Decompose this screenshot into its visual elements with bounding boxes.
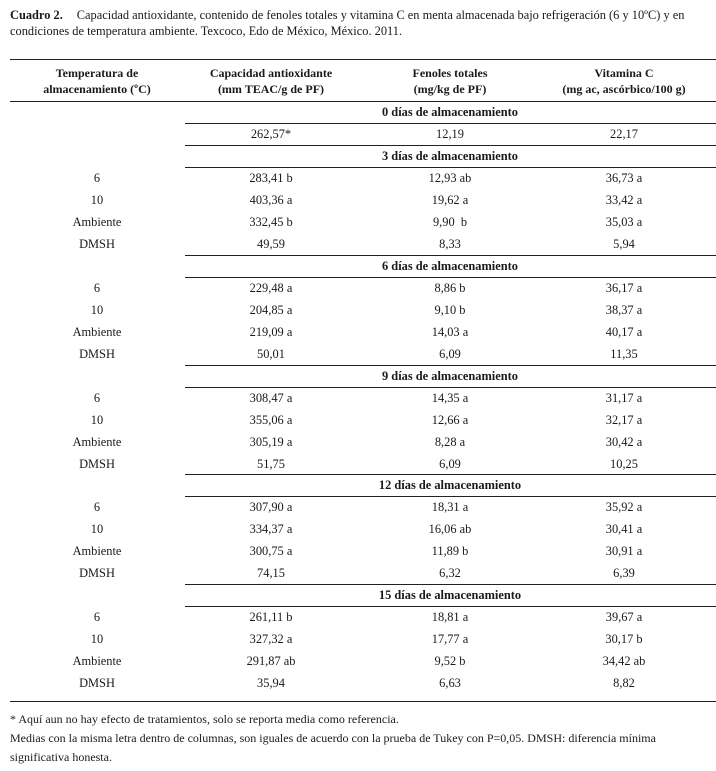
- table-cell-vit: 30,42 a: [605, 435, 643, 449]
- section-title: 0 días de almacenamiento: [382, 105, 518, 119]
- table-cell-cap: 355,06 a: [249, 413, 293, 427]
- table-cell-vit: 35,92 a: [605, 500, 643, 514]
- table-cell-temp: DMSH: [79, 566, 115, 580]
- table-cell-vit: 32,17 a: [605, 413, 643, 427]
- table-cell-cap: 307,90 a: [249, 500, 293, 514]
- table-cell-temp: 10: [90, 632, 104, 646]
- table-cell-cap: 332,45 b: [249, 215, 293, 229]
- section-divider-rule: [185, 365, 716, 366]
- section-divider-rule: [185, 584, 716, 585]
- table-notes: [10, 710, 716, 767]
- table-cell-fen: 12,19: [436, 127, 464, 141]
- header-line: Capacidad antioxidante: [209, 66, 333, 80]
- table-cell-vit: 6,39: [613, 566, 635, 580]
- caption-label: Cuadro 2.: [10, 8, 63, 22]
- table-cell-cap: 334,37 a: [249, 522, 293, 536]
- table-cell-fen: 6,63: [439, 676, 461, 690]
- section-title: 3 días de almacenamiento: [382, 149, 518, 163]
- section-title: 15 días de almacenamiento: [378, 588, 522, 602]
- section-rule: [185, 606, 716, 607]
- table-cell-fen: 18,31 a: [431, 500, 469, 514]
- table-cell-temp: Ambiente: [72, 215, 122, 229]
- section-rule: [185, 277, 716, 278]
- table-cell-cap: 327,32 a: [249, 632, 293, 646]
- table-cell-vit: 36,73 a: [605, 171, 643, 185]
- table-cell-cap: 262,57*: [250, 127, 292, 141]
- table-cell-fen: 8,86 b: [434, 281, 466, 295]
- section-title: 12 días de almacenamiento: [378, 478, 522, 492]
- table-cell-temp: 10: [90, 303, 104, 317]
- table-cell-temp: DMSH: [79, 237, 115, 251]
- table-cell-fen: 12,66 a: [431, 413, 469, 427]
- table-cell-temp: 6: [93, 500, 101, 514]
- table-cell-temp: 6: [93, 610, 101, 624]
- header-line: Vitamina C: [594, 66, 654, 80]
- table-cell-fen: 6,09: [439, 457, 461, 471]
- table-caption: [10, 7, 710, 39]
- note-asterisk: * Aquí aun no hay efecto de tratamientos, solo se reporta media como referencia.: [10, 712, 399, 726]
- section-divider-rule: [185, 145, 716, 146]
- table-cell-cap: 300,75 a: [249, 544, 293, 558]
- table-cell-vit: 38,37 a: [605, 303, 643, 317]
- table-cell-vit: 30,17 b: [605, 632, 643, 646]
- table-cell-temp: 10: [90, 413, 104, 427]
- table-cell-temp: 10: [90, 193, 104, 207]
- section-divider-rule: [185, 255, 716, 256]
- section-rule: [185, 387, 716, 388]
- table-cell-vit: 11,35: [610, 347, 638, 361]
- table-cell-temp: DMSH: [79, 457, 115, 471]
- column-header-4: [539, 65, 709, 97]
- section-rule: [185, 123, 716, 124]
- top-rule: [10, 59, 716, 60]
- table-cell-fen: 9,52 b: [434, 654, 466, 668]
- table-cell-fen: 9,10 b: [434, 303, 466, 317]
- table-cell-cap: 305,19 a: [249, 435, 293, 449]
- section-divider-rule: [185, 474, 716, 475]
- header-rule: [10, 101, 716, 102]
- table-cell-vit: 35,03 a: [605, 215, 643, 229]
- table-cell-vit: 8,82: [613, 676, 635, 690]
- table-cell-vit: 40,17 a: [605, 325, 643, 339]
- table-cell-cap: 291,87 ab: [246, 654, 296, 668]
- table-cell-temp: 10: [90, 522, 104, 536]
- table-cell-fen: 14,03 a: [431, 325, 469, 339]
- table-cell-cap: 35,94: [257, 676, 285, 690]
- header-line: almacenamiento (ºC): [43, 82, 151, 96]
- header-line: Temperatura de: [55, 66, 139, 80]
- table-cell-temp: Ambiente: [72, 654, 122, 668]
- bottom-rule: [10, 701, 716, 702]
- table-cell-fen: 14,35 a: [431, 391, 469, 405]
- table-cell-fen: 18,81 a: [431, 610, 469, 624]
- table-cell-cap: 403,36 a: [249, 193, 293, 207]
- table-cell-vit: 22,17: [610, 127, 638, 141]
- table-cell-temp: Ambiente: [72, 435, 122, 449]
- table-cell-vit: 30,91 a: [605, 544, 643, 558]
- table-cell-vit: 39,67 a: [605, 610, 643, 624]
- table-cell-fen: 17,77 a: [431, 632, 469, 646]
- table-cell-cap: 283,41 b: [249, 171, 293, 185]
- table-cell-temp: DMSH: [79, 347, 115, 361]
- table-cell-fen: 11,89 b: [431, 544, 469, 558]
- table-cell-cap: 229,48 a: [249, 281, 293, 295]
- header-line: Fenoles totales: [412, 66, 488, 80]
- table-cell-vit: 10,25: [610, 457, 638, 471]
- table-cell-cap: 50,01: [257, 347, 285, 361]
- note-tukey: Medias con la misma letra dentro de columnas, son iguales de acuerdo con la prueba de Tukey con P=0,05. DMSH: diferencia mínima significativa honesta.: [10, 731, 656, 764]
- section-title: 6 días de almacenamiento: [382, 259, 518, 273]
- table-cell-cap: 308,47 a: [249, 391, 293, 405]
- column-header-1: [12, 65, 182, 97]
- table-cell-fen: 12,93 ab: [428, 171, 472, 185]
- table-cell-cap: 49,59: [257, 237, 285, 251]
- table-cell-temp: DMSH: [79, 676, 115, 690]
- table-cell-fen: 19,62 a: [431, 193, 469, 207]
- table-cell-cap: 51,75: [257, 457, 285, 471]
- table-cell-fen: 6,09: [439, 347, 461, 361]
- column-header-3: [365, 65, 535, 97]
- table-cell-vit: 33,42 a: [605, 193, 643, 207]
- header-line: (mg/kg de PF): [413, 82, 487, 96]
- section-rule: [185, 167, 716, 168]
- table-cell-vit: 31,17 a: [605, 391, 643, 405]
- header-line: (mm TEAC/g de PF): [217, 82, 325, 96]
- table-cell-temp: 6: [93, 391, 101, 405]
- table-cell-fen: 8,28 a: [434, 435, 466, 449]
- caption-text: Capacidad antioxidante, contenido de fenoles totales y vitamina C en menta almacenada bajo refrigeración (6 y 10ºC) y en condiciones de temperatura ambiente. Texcoco, Edo de México, México. 2011.: [10, 8, 685, 38]
- table-cell-temp: Ambiente: [72, 325, 122, 339]
- table-cell-fen: 8,33: [439, 237, 461, 251]
- table-cell-temp: Ambiente: [72, 544, 122, 558]
- table-cell-cap: 219,09 a: [249, 325, 293, 339]
- table-cell-fen: 9,90 b: [432, 215, 468, 229]
- table-cell-temp: 6: [93, 281, 101, 295]
- section-title: 9 días de almacenamiento: [382, 369, 518, 383]
- table-cell-temp: 6: [93, 171, 101, 185]
- column-header-2: [186, 65, 356, 97]
- table-cell-cap: 74,15: [257, 566, 285, 580]
- table-cell-cap: 261,11 b: [249, 610, 293, 624]
- table-cell-vit: 5,94: [613, 237, 635, 251]
- table-cell-fen: 16,06 ab: [428, 522, 472, 536]
- header-line: (mg ac, ascórbico/100 g): [562, 82, 686, 96]
- table-cell-vit: 30,41 a: [605, 522, 643, 536]
- table-cell-vit: 36,17 a: [605, 281, 643, 295]
- section-rule: [185, 496, 716, 497]
- table-cell-cap: 204,85 a: [249, 303, 293, 317]
- table-cell-vit: 34,42 ab: [602, 654, 646, 668]
- table-cell-fen: 6,32: [439, 566, 461, 580]
